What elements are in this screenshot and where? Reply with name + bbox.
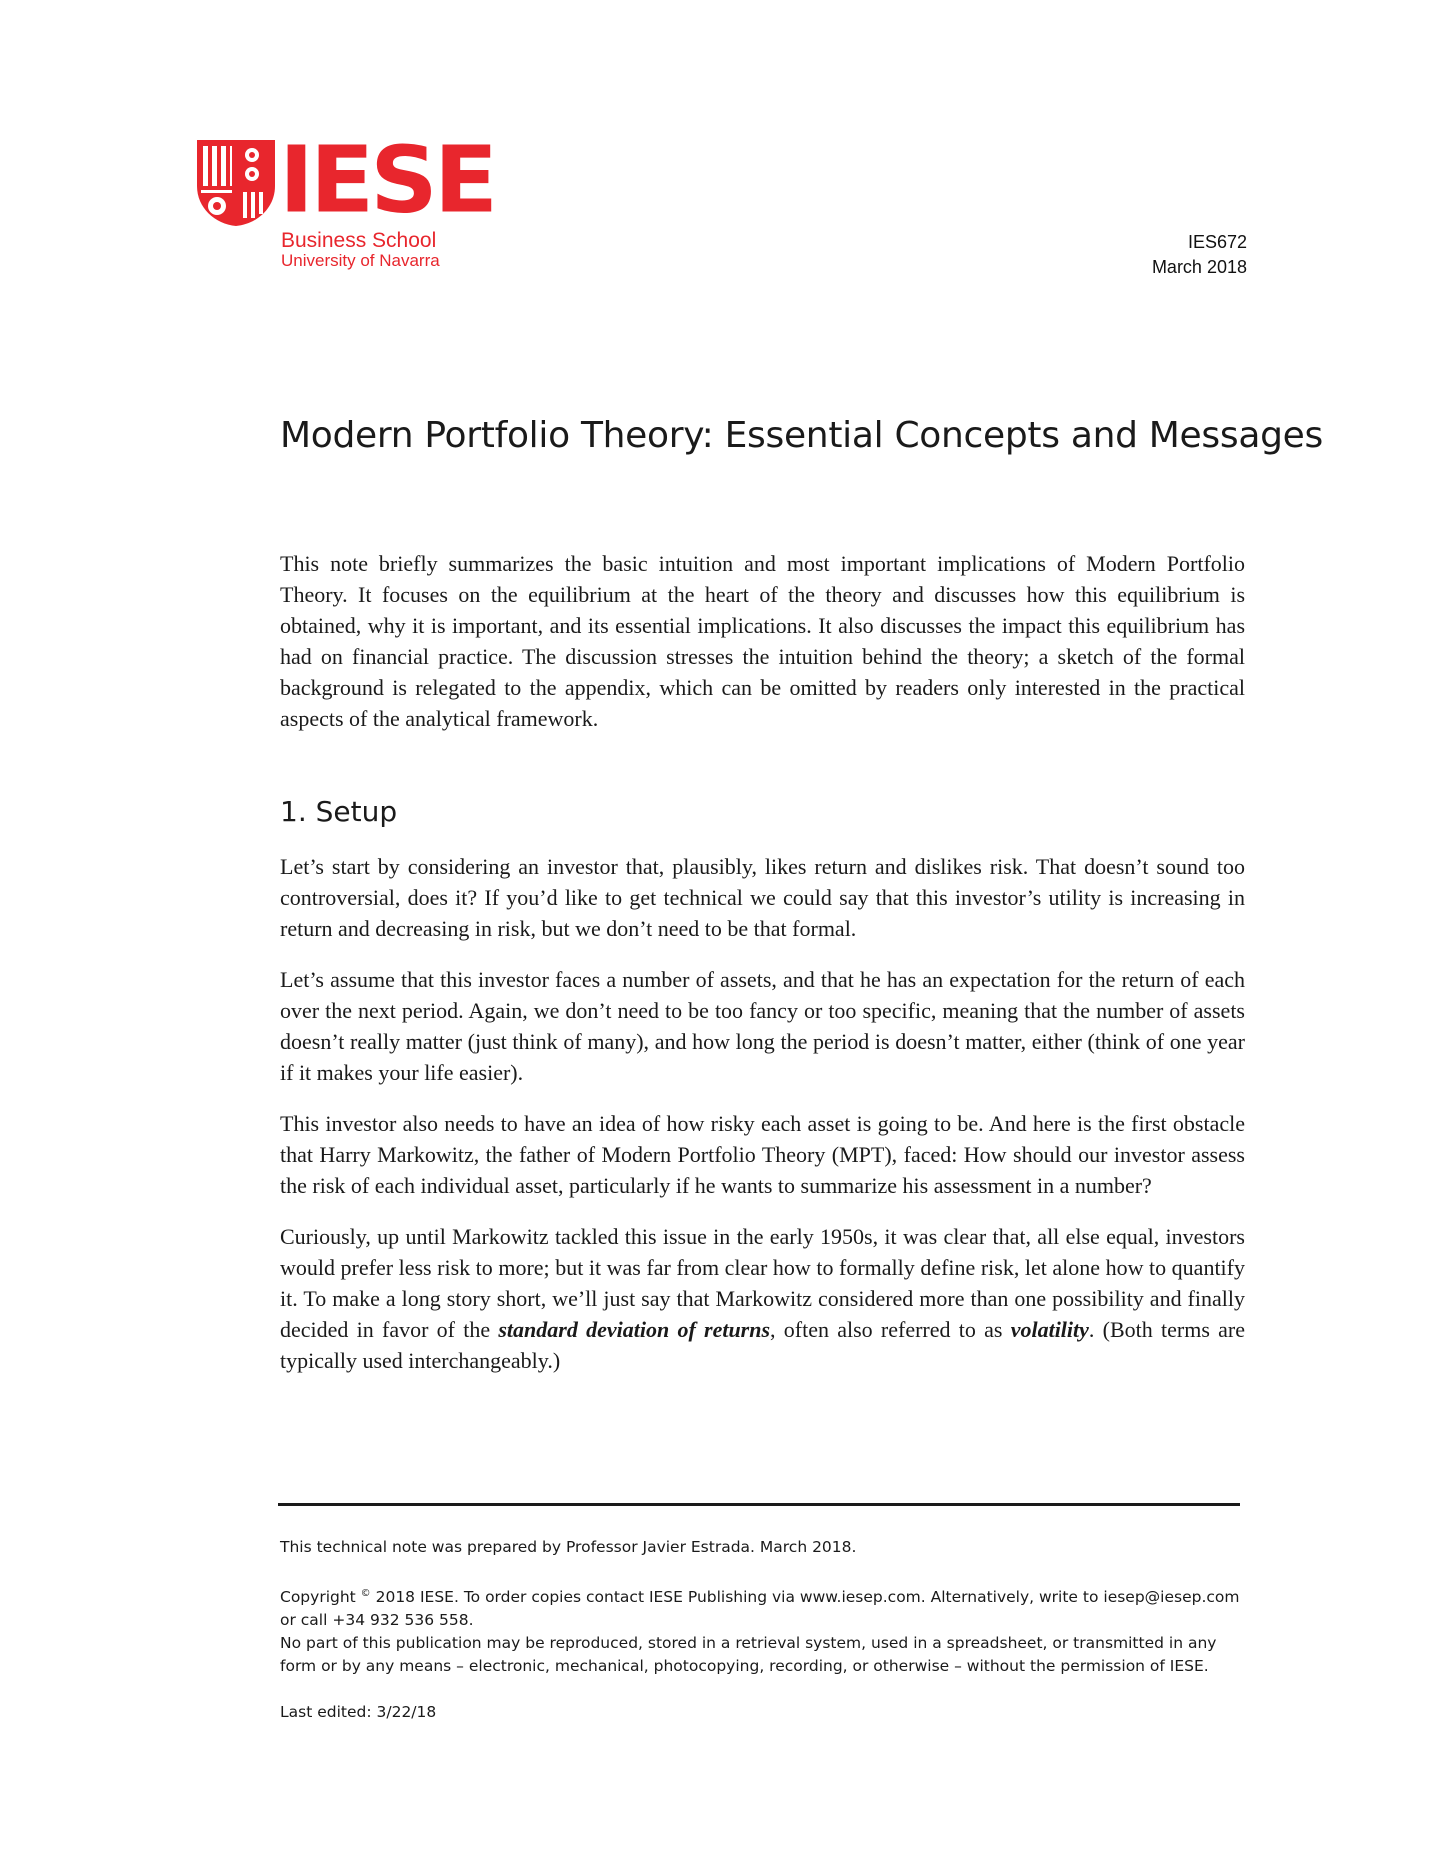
last-edited-text: Last edited: 3/22/18 — [280, 1703, 437, 1721]
document-reference — [1152, 230, 1247, 280]
section-body — [280, 851, 1245, 1396]
body-paragraph-4 — [280, 1221, 1245, 1376]
logo-wordmark: IESE — [279, 127, 495, 234]
prepared-by-text: This technical note was prepared by Professor Javier Estrada. March 2018. — [280, 1538, 857, 1556]
term-standard-deviation: standard deviation of returns — [498, 1317, 771, 1342]
logo-line-1: Business School — [281, 229, 437, 252]
document-date: March 2018 — [1151, 257, 1247, 278]
section-heading: 1. Setup — [280, 795, 398, 828]
copyright-body: 2018 IESE. To order copies contact IESE Publishing via www.iesep.com. Alternatively, write to iesep@iesep.com or call +34 932 536 558. — [280, 1588, 1240, 1630]
copyright-symbol: © — [360, 1588, 371, 1599]
body-paragraph-2: Let’s assume that this investor faces a number of assets, and that he has an expectation for the return of each over the next period. Again, we don’t need to be too fancy or too specific, meaning that the number of assets doesn’t really matter (just think of many), and how long the period is doesn’t matter, either (think of one year if it makes your life easier). — [280, 967, 1245, 1085]
logo-subtitle — [281, 230, 440, 270]
body-paragraph-3: This investor also needs to have an idea of how risky each asset is going to be. And here is the first obstacle that Harry Markowitz, the father of Modern Portfolio Theory (MPT), faced: How should our investor assess the risk of each individual asset, particularly if he wants to summarize his assessment in a number? — [280, 1111, 1245, 1198]
iese-logo — [197, 127, 495, 280]
abstract — [280, 548, 1245, 734]
footer-prepared — [280, 1536, 1245, 1559]
logo-line-2: University of Navarra — [281, 251, 440, 271]
footer-last-edited — [280, 1701, 1245, 1724]
copyright-prefix: Copyright — [280, 1588, 361, 1607]
paragraph-4-text-b: , often also referred to as — [770, 1317, 1011, 1342]
page-title: Modern Portfolio Theory: Essential Concepts and Messages — [280, 415, 1323, 456]
term-volatility: volatility — [1010, 1317, 1089, 1342]
footer-copyright — [280, 1582, 1245, 1678]
document-code: IES672 — [1187, 232, 1247, 252]
paragraph-4-text-a: Curiously, up until Markowitz tackled this issue in the early 1950s, it was clear that, all else equal, investors would prefer less risk to more; but it was far from clear how to formally define risk, let alone how to quantify it. To make a long story short, we’ll just say that Markowitz considered more than one possibility and finally decided in favor of the — [280, 1224, 1245, 1342]
paragraph-4-text-c: . (Both terms are typically used interchangeably.) — [280, 1317, 1245, 1373]
copyright-text — [280, 1582, 1245, 1632]
body-paragraph-1: Let’s start by considering an investor that, plausibly, likes return and dislikes risk. That doesn’t sound too controversial, does it? If you’d like to get technical we could say that this investor’s utility is increasing in return and decreasing in risk, but we don’t need to be that formal. — [280, 854, 1245, 941]
rights-text: No part of this publication may be reproduced, stored in a retrieval system, used in a spreadsheet, or transmitted in any form or by any means – electronic, mechanical, photocopying, recording, or otherwise – without the permission of IESE. — [280, 1634, 1217, 1676]
abstract-paragraph: This note briefly summarizes the basic intuition and most important implications of Modern Portfolio Theory. It focuses on the equilibrium at the heart of the theory and discusses how this equilibrium is obtained, why it is important, and its essential implications. It also discusses the impact this equilibrium has had on financial practice. The discussion stresses the intuition behind the theory; a sketch of the formal background is relegated to the appendix, which can be omitted by readers only interested in the practical aspects of the analytical framework. — [280, 551, 1245, 731]
footer-divider — [278, 1503, 1240, 1506]
iese-shield-icon — [197, 140, 275, 226]
